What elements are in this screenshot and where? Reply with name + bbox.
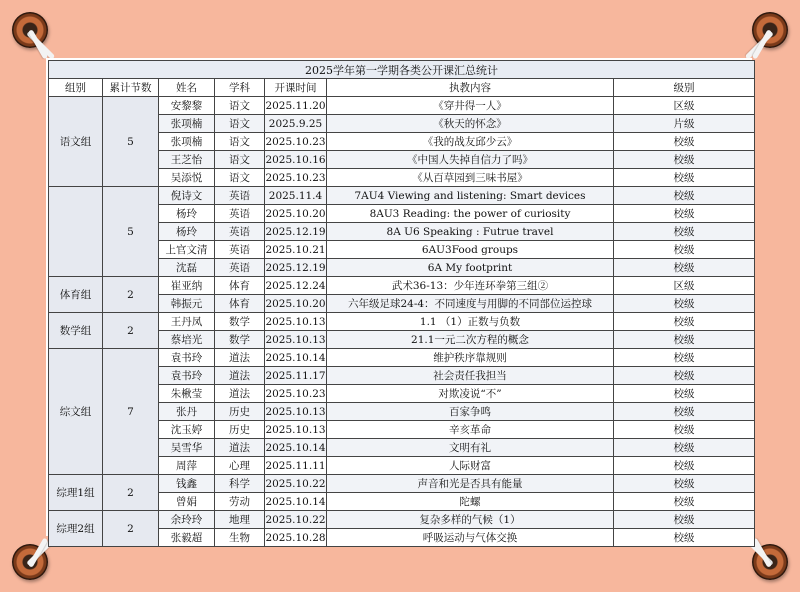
table-title: 2025学年第一学期各类公开课汇总统计 bbox=[49, 61, 755, 79]
group-cell bbox=[49, 187, 103, 277]
subject-cell: 体育 bbox=[215, 277, 265, 295]
date-cell: 2025.10.23 bbox=[265, 169, 327, 187]
subject-cell: 语文 bbox=[215, 97, 265, 115]
level-cell: 区级 bbox=[614, 277, 755, 295]
subject-cell: 道法 bbox=[215, 439, 265, 457]
table-row bbox=[49, 349, 755, 367]
date-cell: 2025.10.20 bbox=[265, 205, 327, 223]
date-cell: 2025.10.13 bbox=[265, 403, 327, 421]
content-cell: 《中国人失掉自信力了吗》 bbox=[327, 151, 614, 169]
content-cell: 8AU3 Reading: the power of curiosity bbox=[327, 205, 614, 223]
subject-cell: 英语 bbox=[215, 223, 265, 241]
subject-cell: 道法 bbox=[215, 385, 265, 403]
level-cell: 校级 bbox=[614, 313, 755, 331]
level-cell: 校级 bbox=[614, 367, 755, 385]
date-cell: 2025.10.13 bbox=[265, 313, 327, 331]
name-cell: 张丹 bbox=[159, 403, 215, 421]
content-cell: 辛亥革命 bbox=[327, 421, 614, 439]
content-cell: 社会责任我担当 bbox=[327, 367, 614, 385]
table-row bbox=[49, 97, 755, 115]
name-cell: 沈磊 bbox=[159, 259, 215, 277]
level-cell: 校级 bbox=[614, 295, 755, 313]
header-subject: 学科 bbox=[215, 79, 265, 97]
name-cell: 袁书玲 bbox=[159, 349, 215, 367]
lesson-summary-table bbox=[48, 60, 755, 547]
content-cell: 《我的战友邱少云》 bbox=[327, 133, 614, 151]
subject-cell: 科学 bbox=[215, 475, 265, 493]
date-cell: 2025.10.13 bbox=[265, 331, 327, 349]
count-cell: 5 bbox=[103, 97, 159, 187]
summary-card bbox=[46, 58, 752, 544]
subject-cell: 语文 bbox=[215, 151, 265, 169]
table-row bbox=[49, 277, 755, 295]
date-cell: 2025.9.25 bbox=[265, 115, 327, 133]
content-cell: 8A U6 Speaking : Futrue travel bbox=[327, 223, 614, 241]
date-cell: 2025.10.14 bbox=[265, 349, 327, 367]
name-cell: 杨玲 bbox=[159, 205, 215, 223]
subject-cell: 生物 bbox=[215, 529, 265, 547]
content-cell: 《秋天的怀念》 bbox=[327, 115, 614, 133]
date-cell: 2025.11.4 bbox=[265, 187, 327, 205]
group-cell: 综理2组 bbox=[49, 511, 103, 547]
content-cell: 对欺凌说“不” bbox=[327, 385, 614, 403]
header-name: 姓名 bbox=[159, 79, 215, 97]
level-cell: 校级 bbox=[614, 169, 755, 187]
table-row bbox=[49, 313, 755, 331]
count-cell: 2 bbox=[103, 277, 159, 313]
content-cell: 声音和光是否具有能量 bbox=[327, 475, 614, 493]
subject-cell: 道法 bbox=[215, 349, 265, 367]
content-cell: 六年级足球24-4：不同速度与用脚的不同部位运控球 bbox=[327, 295, 614, 313]
subject-cell: 语文 bbox=[215, 133, 265, 151]
content-cell: 7AU4 Viewing and listening: Smart devices bbox=[327, 187, 614, 205]
content-cell: 呼吸运动与气体交换 bbox=[327, 529, 614, 547]
name-cell: 沈玉婷 bbox=[159, 421, 215, 439]
header-group: 组别 bbox=[49, 79, 103, 97]
name-cell: 曾娟 bbox=[159, 493, 215, 511]
level-cell: 校级 bbox=[614, 493, 755, 511]
subject-cell: 语文 bbox=[215, 115, 265, 133]
name-cell: 蔡培光 bbox=[159, 331, 215, 349]
name-cell: 崔亚纳 bbox=[159, 277, 215, 295]
date-cell: 2025.11.17 bbox=[265, 367, 327, 385]
subject-cell: 英语 bbox=[215, 241, 265, 259]
level-cell: 区级 bbox=[614, 97, 755, 115]
level-cell: 校级 bbox=[614, 421, 755, 439]
name-cell: 杨玲 bbox=[159, 223, 215, 241]
content-cell: 21.1一元二次方程的概念 bbox=[327, 331, 614, 349]
group-cell: 综理1组 bbox=[49, 475, 103, 511]
date-cell: 2025.10.21 bbox=[265, 241, 327, 259]
level-cell: 片级 bbox=[614, 115, 755, 133]
name-cell: 张毅超 bbox=[159, 529, 215, 547]
date-cell: 2025.12.24 bbox=[265, 277, 327, 295]
subject-cell: 数学 bbox=[215, 313, 265, 331]
header-level: 级别 bbox=[614, 79, 755, 97]
name-cell: 钱鑫 bbox=[159, 475, 215, 493]
content-cell: 6A My footprint bbox=[327, 259, 614, 277]
header-count: 累计节数 bbox=[103, 79, 159, 97]
group-cell: 数学组 bbox=[49, 313, 103, 349]
table-row bbox=[49, 511, 755, 529]
date-cell: 2025.10.22 bbox=[265, 511, 327, 529]
date-cell: 2025.10.20 bbox=[265, 295, 327, 313]
date-cell: 2025.12.19 bbox=[265, 259, 327, 277]
content-cell: 百家争鸣 bbox=[327, 403, 614, 421]
content-cell: 6AU3Food groups bbox=[327, 241, 614, 259]
subject-cell: 英语 bbox=[215, 205, 265, 223]
subject-cell: 数学 bbox=[215, 331, 265, 349]
level-cell: 校级 bbox=[614, 259, 755, 277]
date-cell: 2025.10.14 bbox=[265, 439, 327, 457]
date-cell: 2025.10.22 bbox=[265, 475, 327, 493]
level-cell: 校级 bbox=[614, 205, 755, 223]
name-cell: 吴添悦 bbox=[159, 169, 215, 187]
level-cell: 校级 bbox=[614, 349, 755, 367]
name-cell: 王丹凤 bbox=[159, 313, 215, 331]
count-cell: 7 bbox=[103, 349, 159, 475]
name-cell: 袁书玲 bbox=[159, 367, 215, 385]
subject-cell: 历史 bbox=[215, 421, 265, 439]
content-cell: 《从百草园到三味书屋》 bbox=[327, 169, 614, 187]
date-cell: 2025.10.23 bbox=[265, 133, 327, 151]
header-date: 开课时间 bbox=[265, 79, 327, 97]
content-cell: 维护秩序靠规则 bbox=[327, 349, 614, 367]
table-row bbox=[49, 475, 755, 493]
level-cell: 校级 bbox=[614, 151, 755, 169]
subject-cell: 语文 bbox=[215, 169, 265, 187]
subject-cell: 体育 bbox=[215, 295, 265, 313]
level-cell: 校级 bbox=[614, 187, 755, 205]
name-cell: 安黎黎 bbox=[159, 97, 215, 115]
date-cell: 2025.10.16 bbox=[265, 151, 327, 169]
name-cell: 张项楠 bbox=[159, 115, 215, 133]
level-cell: 校级 bbox=[614, 133, 755, 151]
date-cell: 2025.10.14 bbox=[265, 493, 327, 511]
table-row bbox=[49, 187, 755, 205]
name-cell: 周萍 bbox=[159, 457, 215, 475]
subject-cell: 历史 bbox=[215, 403, 265, 421]
subject-cell: 心理 bbox=[215, 457, 265, 475]
content-cell: 陀螺 bbox=[327, 493, 614, 511]
count-cell: 2 bbox=[103, 511, 159, 547]
table-body bbox=[49, 97, 755, 547]
content-cell: 复杂多样的气候（1） bbox=[327, 511, 614, 529]
group-cell: 语文组 bbox=[49, 97, 103, 187]
count-cell: 5 bbox=[103, 187, 159, 277]
header-row bbox=[49, 79, 755, 97]
content-cell: 文明有礼 bbox=[327, 439, 614, 457]
name-cell: 朱楸莹 bbox=[159, 385, 215, 403]
level-cell: 校级 bbox=[614, 529, 755, 547]
level-cell: 校级 bbox=[614, 241, 755, 259]
name-cell: 王芝怡 bbox=[159, 151, 215, 169]
name-cell: 吴雪华 bbox=[159, 439, 215, 457]
level-cell: 校级 bbox=[614, 223, 755, 241]
date-cell: 2025.10.13 bbox=[265, 421, 327, 439]
name-cell: 张项楠 bbox=[159, 133, 215, 151]
name-cell: 韩振元 bbox=[159, 295, 215, 313]
name-cell: 上官文清 bbox=[159, 241, 215, 259]
header-content: 执教内容 bbox=[327, 79, 614, 97]
name-cell: 倪诗文 bbox=[159, 187, 215, 205]
date-cell: 2025.11.11 bbox=[265, 457, 327, 475]
date-cell: 2025.11.20 bbox=[265, 97, 327, 115]
content-cell: 1.1 （1）正数与负数 bbox=[327, 313, 614, 331]
count-cell: 2 bbox=[103, 475, 159, 511]
count-cell: 2 bbox=[103, 313, 159, 349]
group-cell: 综文组 bbox=[49, 349, 103, 475]
date-cell: 2025.10.28 bbox=[265, 529, 327, 547]
level-cell: 校级 bbox=[614, 475, 755, 493]
content-cell: 武术36-13：少年连环拳第三组② bbox=[327, 277, 614, 295]
content-cell: 人际财富 bbox=[327, 457, 614, 475]
date-cell: 2025.10.23 bbox=[265, 385, 327, 403]
level-cell: 校级 bbox=[614, 331, 755, 349]
date-cell: 2025.12.19 bbox=[265, 223, 327, 241]
subject-cell: 英语 bbox=[215, 259, 265, 277]
group-cell: 体育组 bbox=[49, 277, 103, 313]
subject-cell: 地理 bbox=[215, 511, 265, 529]
level-cell: 校级 bbox=[614, 511, 755, 529]
content-cell: 《穿井得一人》 bbox=[327, 97, 614, 115]
level-cell: 校级 bbox=[614, 439, 755, 457]
level-cell: 校级 bbox=[614, 403, 755, 421]
subject-cell: 英语 bbox=[215, 187, 265, 205]
level-cell: 校级 bbox=[614, 385, 755, 403]
subject-cell: 道法 bbox=[215, 367, 265, 385]
subject-cell: 劳动 bbox=[215, 493, 265, 511]
level-cell: 校级 bbox=[614, 457, 755, 475]
name-cell: 余玲玲 bbox=[159, 511, 215, 529]
